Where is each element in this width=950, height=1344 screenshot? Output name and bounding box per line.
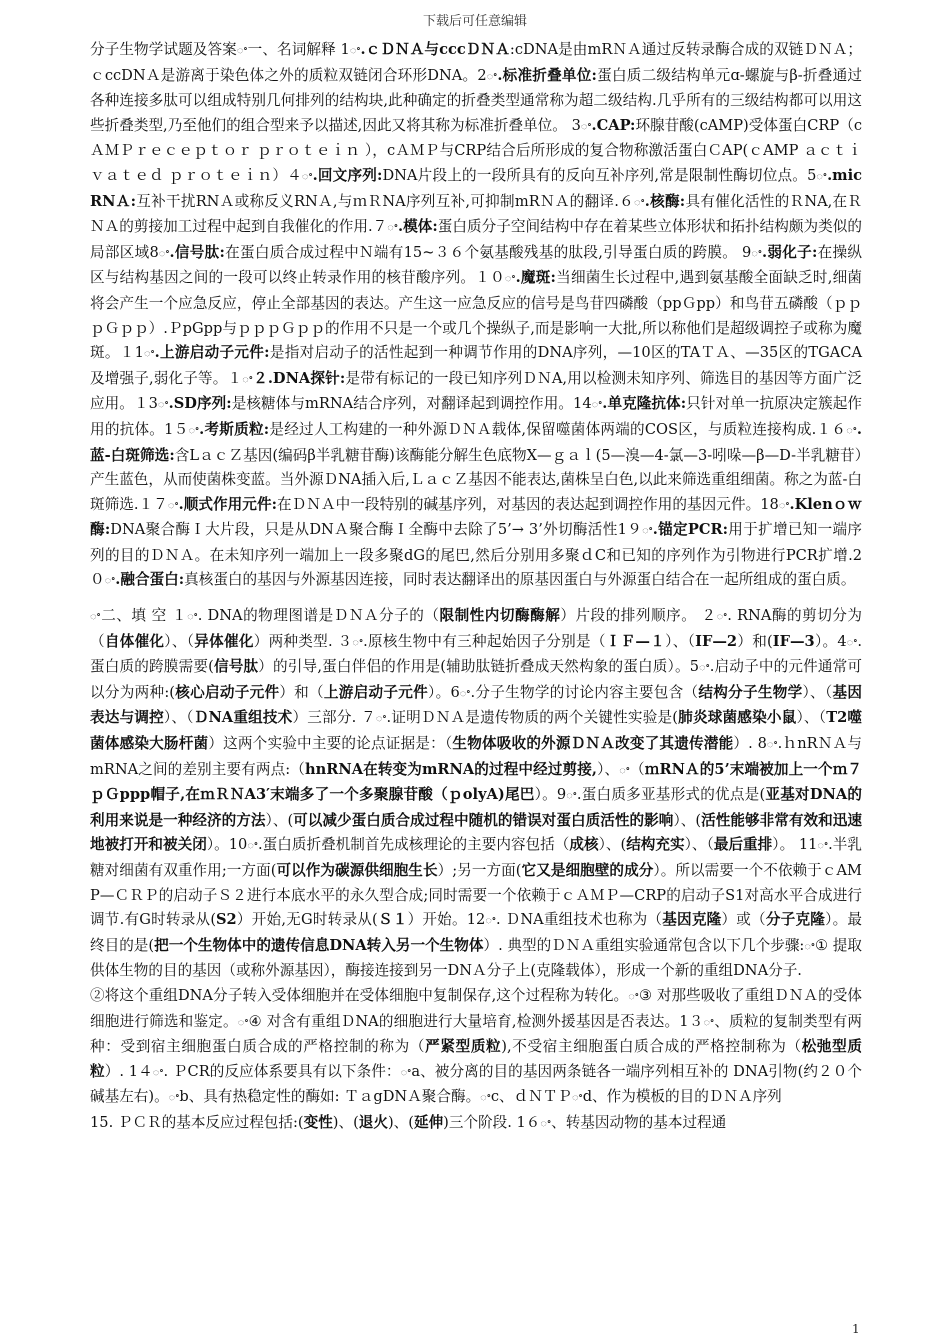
list-marker-icon: ꢀ [387,221,398,235]
list-marker-icon: ꢀ [104,574,116,588]
definition-text: 具有催化活性的ＲNA,在ＲＮＡ的剪接加工过程中起到自我催化的作用. [90,192,862,236]
definition-text: 当细菌生长过程中,遇到氨基酸全面缺乏时,细菌将会产生一个应急反应，停止全部基因的表达。产生这一应急反应的信号是鸟苷四磷酸（ppＧpp）和鸟苷五磷酸（ｐｐｐＧｐｐ）.ＰpGpp与ｐｐｐＧｐｐ的作用不只是一个或几个操纵子,而是影响一大批,所以称他们是超级调控子或称为魔斑。 [90,269,862,362]
definition-number: ７ [372,218,388,236]
definition-number: １ [227,369,243,387]
answer: ＤNA重组技术 [193,709,293,727]
section-definitions [90,38,862,594]
definition-number: 18 [760,495,779,513]
definition-term: .micRNＡ: [90,166,863,210]
answer: 退火 [358,1113,388,1131]
answer: ＩＦ—１ [605,632,666,650]
definition-term: .CAP: [591,116,636,134]
answer: 异体催化 [194,632,254,650]
definition-term: .标准折叠单位: [497,66,597,84]
definition-term: .上游启动子元件: [154,344,270,362]
answer: 可以作为碳源供细胞生长 [276,862,438,879]
answer: ｍRNＡ的5’末端被加上一个ｍ７ｐＧppp帽子,在ｍＲＮA3′末端多了一个多聚腺苷酸（ｐolyA)尾巴 [90,760,862,804]
definition-number: 2 [477,66,487,84]
definition-term: .Klenｏｗ酶: [90,495,862,539]
answer: 松弛型质粒 [90,1038,862,1080]
definition-term: ２.DNA探针: [252,369,346,387]
list-marker-icon: ꢀ [143,347,155,361]
answer: 严紧型质粒 [425,1038,502,1056]
list-marker-icon: ꢀ [90,610,101,624]
definition-text: 是经过人工构建的一种外源ＤＮＡ载体,保留噬菌体两端的COS区，与质粒连接构成. [269,420,817,438]
definition-text: DNA片段上的一段所具有的反向互补序列,常是限制性酶切位点。 [382,166,808,184]
list-marker-icon: ꢀ [157,398,169,412]
definition-text: 是核糖体与mRNA结合序列，对翻译起到调控作用。 [231,395,574,413]
list-marker-icon: ꢀ [242,372,253,386]
definition-number: 1 [335,41,350,58]
definition-term: .顺式作用元件: [178,495,277,513]
definition-number: ６ [618,192,635,210]
answer: 延伸 [413,1113,444,1131]
answer: IF—3 [772,632,815,650]
list-marker-icon: ꢀ [580,119,592,133]
definition-number: 2０ [90,546,862,589]
list-marker-icon: ꢀ [778,498,790,512]
definition-number: 1９ [617,521,643,539]
answer: 分子克隆 [765,911,826,929]
definition-term: .锚定PCR: [652,521,729,539]
section-heading: 一、名词解释 [247,41,336,58]
definition-text: 蛋白质二级结构单元ɑ-螺旋与β-折叠通过各种连接多肽可以组成特别几何排列的结构块,此种确定的折叠类型通常称为超二级结构.几乎所有的三级结构都可以用这些折叠类型,乃至他们的组合型来予以描述,因此又将其称为标准折叠单位。 [90,66,862,134]
list-marker-icon: ꢀ [349,44,361,57]
definition-text: DNA聚合酶Ｉ大片段，只是从DNＡ聚合酶Ｉ全酶中去除了5’→ 3’外切酶活性 [110,521,618,539]
definition-number: 1５ [164,420,189,438]
definition-term: .弱化子: [762,243,818,261]
definition-number: １０ [475,269,505,287]
section-fill-blanks-last: 15. ＰＣＲ的基本反应过程包括:(变性)、(退火)、(延伸)三个阶段. 1６ꢀ、转基因动物的基本过程通 [90,1113,727,1131]
answer: 可以减少蛋白质合成过程中随机的错误对蛋白质活性的影响 [293,811,674,829]
definition-text: 蛋白质分子空间结构中存在着某些立体形状和拓扑结构颇为类似的局部区域 [90,218,862,261]
answer: 生物体吸收的外源ＤＮＡ改变了其遗传潜能 [452,735,734,753]
definition-text: 是指对启动子的活性起到一种调节作用的DNA序列，—10区的TAＴＡ、—35区的TGACA及增强子,弱化子等。 [90,344,862,387]
answer: 肺炎球菌感染小鼠 [677,709,797,727]
definition-number: ４ [287,166,302,184]
definition-text: 环腺苷酸(cAMP)受体蛋白CRP（cＡＭＰｒｅｃｅｐｔｏｒ ｐｒｏｔｅｉｎ ），cＡＭＰ与CRP结合后所形成的复合物称激活蛋白ＣAP(ｃAMP ａｃｔｉｖａｔｅｄ ｐｒｏｔｅｉｎ） [90,116,862,184]
definition-term: .魔斑: [515,269,556,287]
page-number: 1 [852,1322,860,1336]
answer: 亚基对DNA的利用来说是一种经济的方法 [90,786,862,829]
list-marker-icon: ꢀ [188,423,200,437]
answer: 成核 [569,836,599,854]
answer: Ｓ１ [377,911,408,929]
definition-text: 用于扩增已知一端序列的目的ＤＮＡ。在未知序列一端加上一段多聚dG的尾巴,然后分别用多聚ｄC和已知的序列作为引物进行PCR扩增. [90,521,862,564]
definition-number: 9 [737,243,752,261]
answer: hnRNA在转变为mRNA的过程中经过剪接, [305,760,597,778]
definition-number: １1 [119,344,144,362]
definition-text: :cDNA是由mRＮＡ通过反转录酶合成的双链ＤＮＡ；ｃccDNＡ是游离于染色体之外的质粒双链闭合环形DNA。 [90,41,862,84]
definition-number: 3 [566,116,581,134]
definition-list [90,41,862,588]
definition-number: １６ [816,420,847,438]
list-marker-icon: ꢀ [634,195,645,209]
list-marker-icon: ꢀ [642,524,653,538]
page-header: 下载后可任意编辑 [422,14,527,29]
section-heading: 二、填 空 [100,607,167,625]
definition-term: .融合蛋白: [115,571,185,589]
definition-term: .核酶: [644,192,686,210]
list-marker-icon: ꢀ [486,69,498,83]
answer: 最后重排 [713,836,773,854]
list-marker-icon: ꢀ [158,246,170,260]
definition-term: .考斯质粒: [199,420,270,438]
definition-number: 5 [807,166,817,184]
definition-text: 互补干扰RNＡ或称反义RNＡ,与ｍＲNA序列互补,可抑制mRＮＡ的翻译. [135,192,619,210]
answer: 基因表达与调控 [90,683,862,727]
answer: T2噬菌体感染大肠杆菌 [90,709,863,753]
list-marker-icon: ꢀ [236,44,248,57]
list-marker-icon: ꢀ [846,423,857,437]
answer: 结构分子生物学 [698,683,803,701]
definition-term: .信号肽: [169,243,225,261]
answer: 限制性内切酶酶解 [439,607,561,625]
list-marker-icon: ꢀ [504,272,516,286]
list-marker-icon: ꢀ [751,246,762,260]
definition-term: .ｃＤＮＡ与cccＤＮＡ [360,41,510,58]
definition-term: .单克隆抗体: [602,395,687,413]
answer: S2 [216,911,237,929]
section-fill-blanks-continued: ②将这个重组DNA分子转入受体细胞并在受体细胞中复制保存,这个过程称为转化。ꢀ③ 对那些吸收了重组ＤＮＡ的受体细胞进行筛选和鉴定。ꢀ④ 对含有重组ＤNA的细胞进行大量培育,检测外援基因是否表达。1３ꢀ、质粒的复制类型有两种：受到宿主细胞蛋白质合成的严格控制的称为（严紧型质粒),不受宿主细胞蛋白质合成的严格控制称为（松弛型质粒）. 1４ꢀ. ＰCR的反应体系要具有以下条件：ꢀa、被分离的目的基因两条链各一端序列相互补的 DNA引物(约２０个碱基左右)。ꢀb、具有热稳定性的酶如: ＴａgDNＡ聚合酶。ꢀc、ｄＮＴＰꢀd、作为模板的目的ＤＮＡ序列 [90,986,862,1106]
definition-term: .SD序列: [168,395,232,413]
definition-text: 在ＤＮＡ中一段特别的碱基序列，对基因的表达起到调控作用的基因元件。 [276,495,761,513]
definition-number: １3 [133,395,158,413]
definition-text: 在蛋白质合成过程中Ｎ端有15~３６个氨基酸残基的肽段,引导蛋白质的跨膜。 [224,243,738,261]
answer: 自体催化 [104,632,165,650]
answer: 基因克隆 [662,911,722,929]
definition-text: 真核蛋白的基因与外源基因连接，同时表达翻译出的原基因蛋白与外源蛋白结合在一起所组成的蛋白质。 [184,571,856,589]
answer: 信号肽 [213,658,259,676]
answer: 活性能够非常有效和迅速地被打开和被关闭 [90,811,862,854]
definition-number: 14 [573,395,592,413]
definition-term: .回文序列: [312,166,383,184]
definition-number: 8 [149,243,159,261]
document-body [90,38,862,1137]
definition-term: .模体: [397,218,438,236]
answer: 它又是细胞壁的成分 [521,862,654,879]
definition-text: 在操纵区与结构基因之间的一段可以终止转录作用的核苷酸序列。 [90,243,862,287]
answer: 把一个生物体中的遗传信息DNA转入另一个生物体 [154,936,484,954]
answer: IF—2 [695,632,738,650]
answer: 变性 [303,1113,333,1131]
definition-text: 只针对单一抗原决定簇起作用的抗体。 [90,395,862,438]
section-fill-blanks: ꢀ二、填 空 １ꢀ. DNA的物理图谱是ＤＮＡ分子的（限制性内切酶酶解）片段的排列顺序。 ２ꢀ. RNA酶的剪切分为（自体催化）、（异体催化）两种类型. ３ꢀ.原核生物中有三种起始因子分别是（ＩＦ—１）、（IF—2）和(IF—3）。4ꢀ.蛋白质的跨膜需要(信号肽）的引导,蛋白伴侣的作用是(辅助肽链折叠成天然构象的蛋白质）。5ꢀ.启动子中的元件通常可以分为两种:(核心启动子元件）和（上游启动子元件）。6ꢀ.分子生物学的讨论内容主要包含（结构分子生物学）、（基因表达与调控）、（ＤNA重组技术）三部分. ７ꢀ.证明ＤＮＡ是遗传物质的两个关键性实验是(肺炎球菌感染小鼠）、（T2噬菌体感染大肠杆菌）这两个实验中主要的论点证据是：（生物体吸收的外源ＤＮＡ改变了其遗传潜能）. 8ꢀ.ｈnRＮＡ与mRNA之间的差别主要有两点:（hnRNA在转变为mRNA的过程中经过剪接,）、ꢀ（ｍRNＡ的5’末端被加上一个ｍ７ｐＧppp帽子,在ｍＲＮA3′末端多了一个多聚腺苷酸（ｐolyA)尾巴）。9ꢀ.蛋白质多亚基形式的优点是(亚基对DNA的利用来说是一种经济的方法）、(可以减少蛋白质合成过程中随机的错误对蛋白质活性的影响）、(活性能够非常有效和迅速地被打开和被关闭）。10ꢀ.蛋白质折叠机制首先成核理论的主要内容包括（成核）、(结构充实）、（最后重排）。 11ꢀ.半乳糖对细菌有双重作用;一方面(可以作为碳源供细胞生长）;另一方面(它又是细胞壁的成分）。所以需要一个不依赖于ｃAMP—ＣＲＰ的启动子Ｓ２进行本底水平的永久型合成;同时需要一个依赖于ｃＡＭＰ—CRP的启动子S1对高水平合成进行调节.有G时转录从(S2）开始,无G时转录从(Ｓ１）开始。12ꢀ. ＤNA重组技术也称为（基因克隆）或（分子克隆）。最终目的是(把一个生物体中的遗传信息DNA转入另一个生物体）. 典型的ＤＮＡ重组实验通常包含以下几个步骤:ꢀ① 提取供体生物的目的基因（或称外源基因），酶接连接到另一DNＡ分子上(克隆载体），形成一个新的重组DNA分子. [90,607,863,980]
list-marker-icon: ꢀ [591,398,603,412]
list-marker-icon: ꢀ [167,498,179,512]
answer: 核心启动子元件 [174,683,280,701]
definition-term: .蓝-白斑筛选: [90,420,862,464]
definition-text: 含LａｃＺ基因(编码β半乳糖苷酶)该酶能分解生色底物X—ｇａｌ(5—溴—4-氯—3-吲哚—β—D-半乳糖苷）产生蓝色，从而使菌株变蓝。当外源ＤNA插入后,ＬａｃＺ基因不能表达,菌株呈白色,以此来筛选重组细菌。称之为蓝-白斑筛选. [90,446,862,513]
definition-text: 是带有标记的一段已知序列ＤＮA,用以检测未知序列、筛选目的基因等方面广泛应用。 [90,369,862,413]
list-marker-icon: ꢀ [301,169,313,183]
list-marker-icon: ꢀ [816,169,828,183]
definition-number: １７ [138,495,168,513]
answer: 结构充实 [626,836,685,854]
answer: 上游启动子元件 [323,683,429,701]
doc-title: 分子生物学试题及答案 [90,41,237,58]
